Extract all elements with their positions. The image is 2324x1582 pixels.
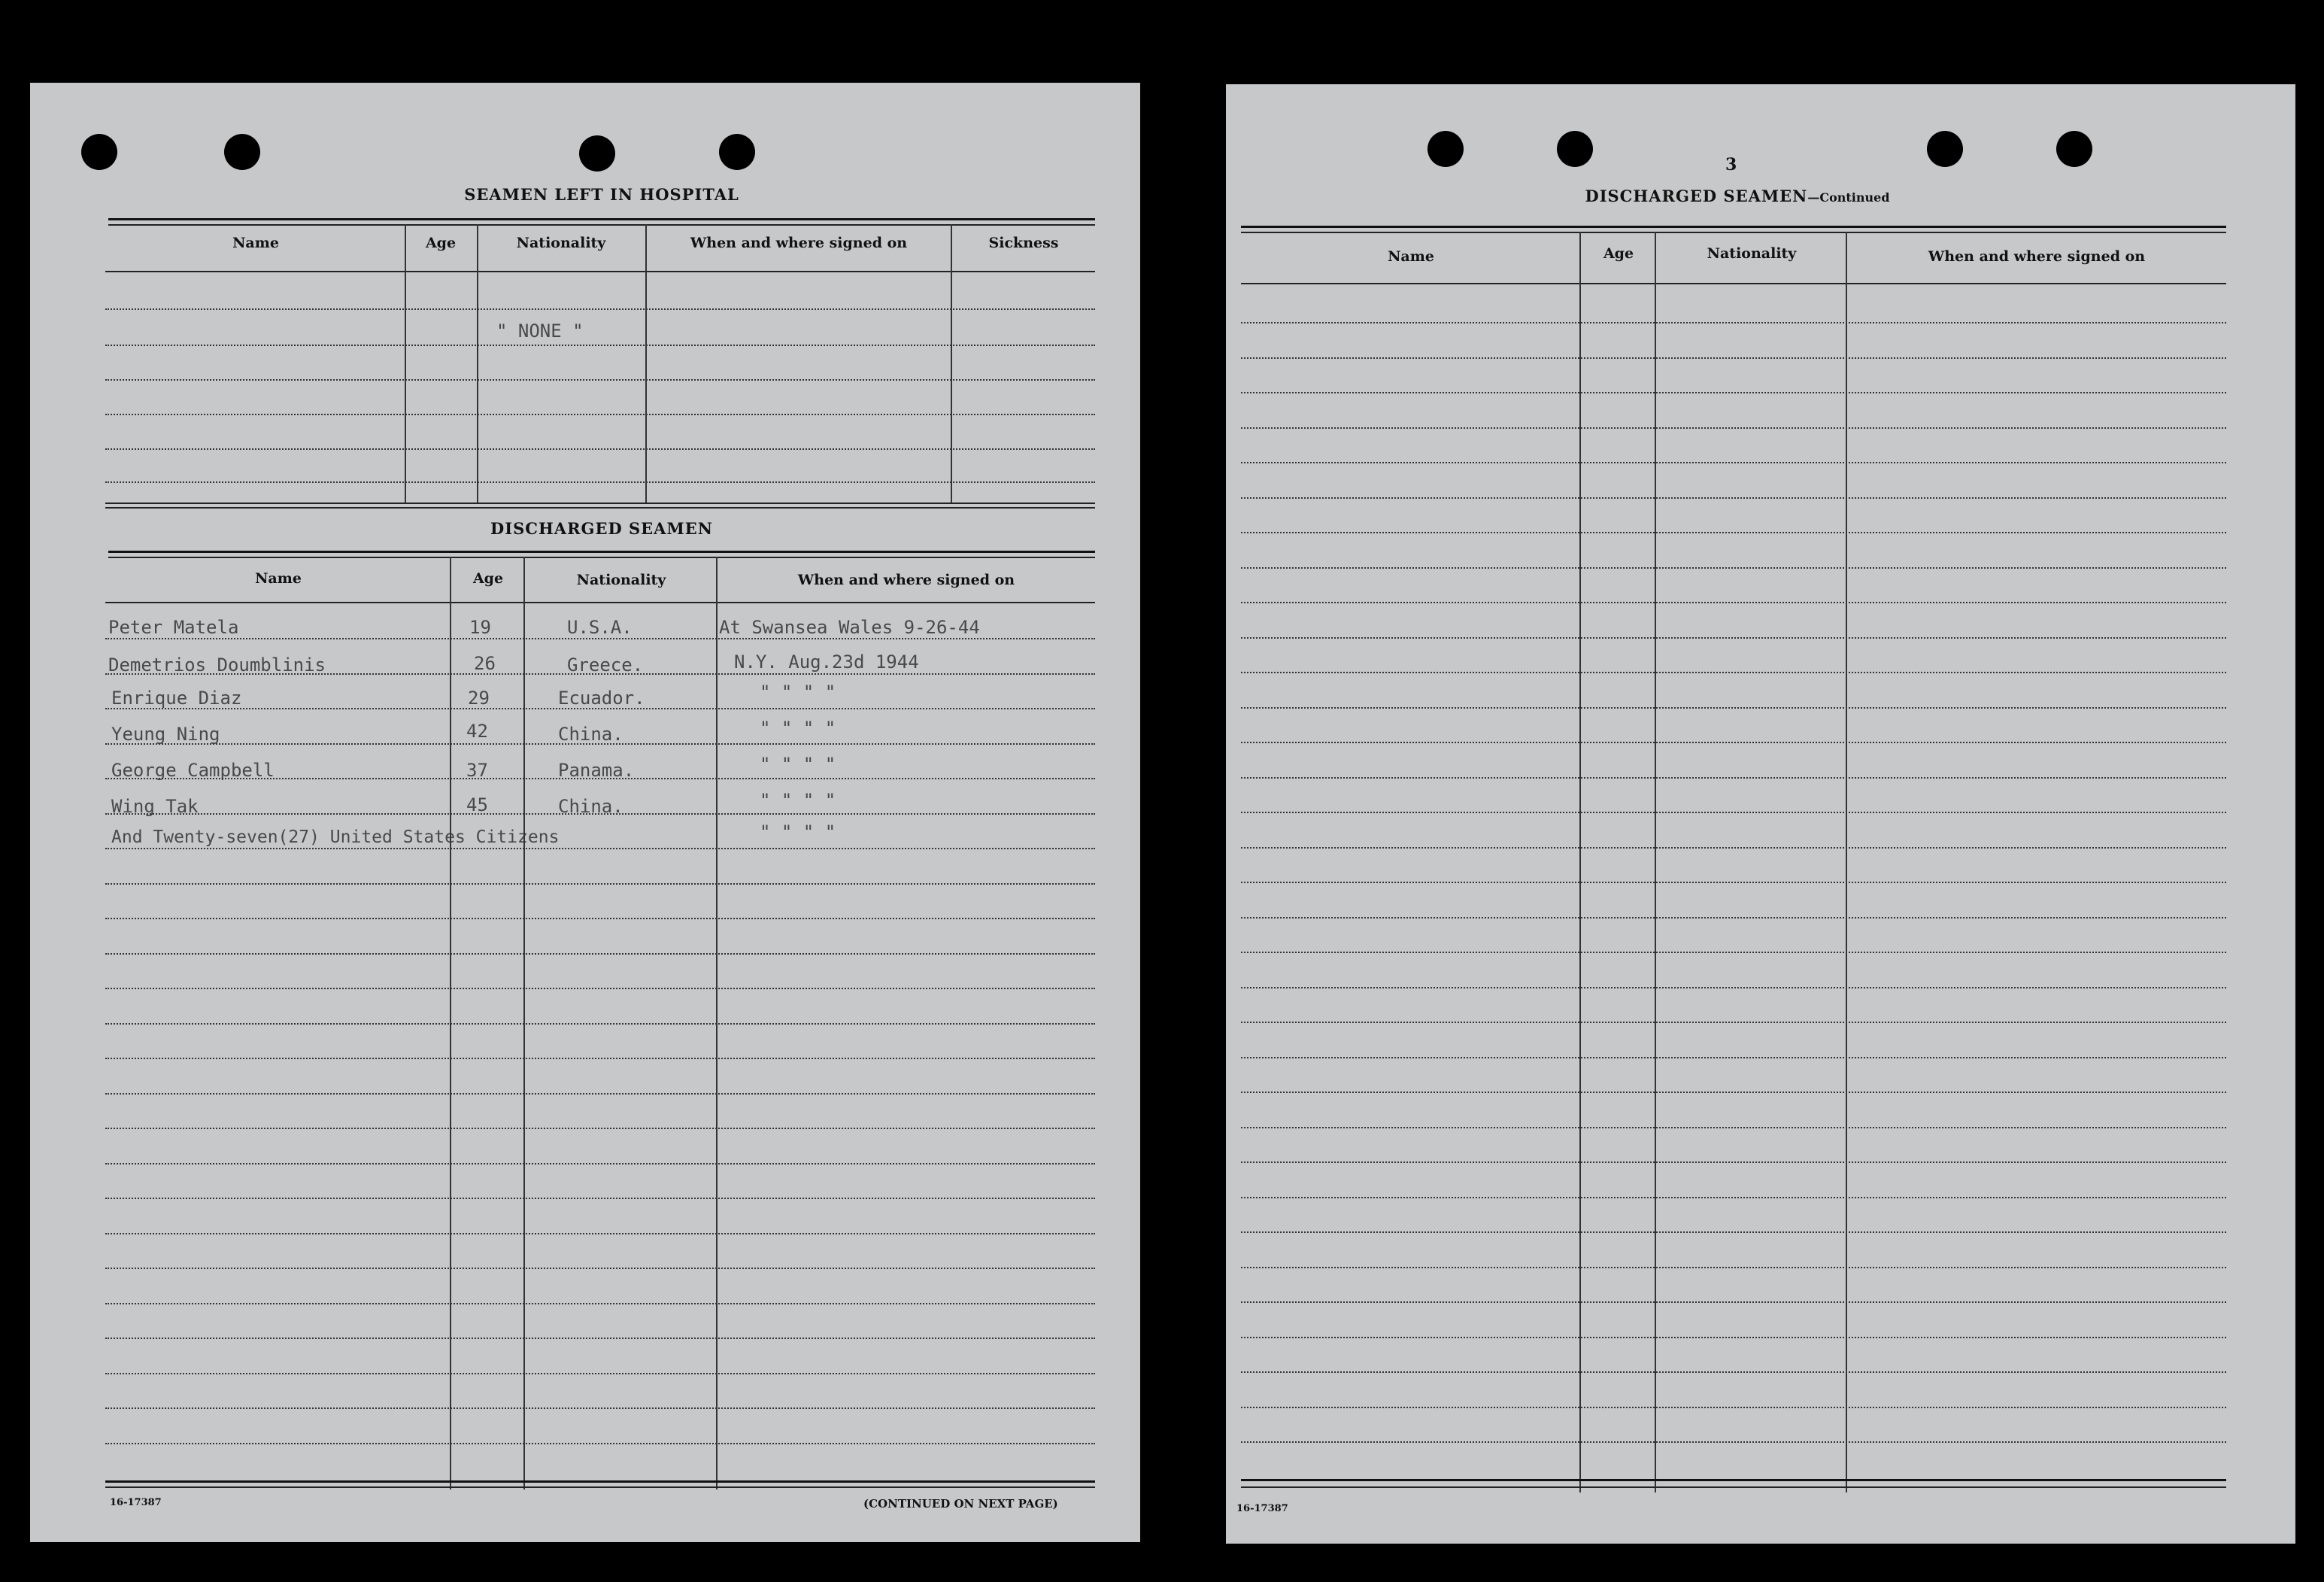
discharged-row-7-name: And Twenty-seven(27) United States Citizens	[111, 827, 560, 847]
table-rule	[1241, 357, 2226, 360]
hospital-col-nationality: Nationality	[516, 235, 606, 251]
right-page	[1226, 84, 2295, 1544]
table-rule	[105, 1407, 1095, 1410]
discharged-row-6-nationality: China.	[558, 796, 623, 817]
table-rule	[1241, 1337, 2226, 1339]
discharged-row-4-nationality: China.	[558, 724, 623, 745]
punch-hole	[579, 135, 615, 172]
right-title-main: DISCHARGED SEAMEN	[1585, 187, 1808, 205]
discharged-row-5-nationality: Panama.	[558, 760, 635, 781]
discharged-row-1-nationality: U.S.A.	[567, 617, 633, 638]
table-rule	[1241, 952, 2226, 954]
table-rule	[105, 1023, 1095, 1025]
right-col-nationality: Nationality	[1707, 245, 1797, 262]
table-rule	[1241, 1161, 2226, 1164]
table-rule	[1241, 742, 2226, 744]
hospital-col-name: Name	[232, 235, 279, 251]
discharged-row-2-nationality: Greece.	[567, 654, 644, 676]
punch-hole	[1927, 131, 1963, 167]
page-number: 3	[1725, 155, 1737, 175]
discharged-row-2-age: 26	[474, 653, 496, 674]
table-rule	[1241, 917, 2226, 919]
discharged-row-1-name: Peter Matela	[108, 617, 239, 638]
hospital-col-sickness: Sickness	[988, 235, 1059, 251]
discharged-col-nationality: Nationality	[576, 572, 666, 588]
table-rule	[1241, 1092, 2226, 1094]
table-rule	[105, 1373, 1095, 1375]
discharged-row-5-age: 37	[466, 760, 488, 781]
table-rule	[1241, 987, 2226, 989]
punch-hole	[719, 134, 755, 170]
hospital-col-age: Age	[425, 235, 457, 251]
discharged-row-6-age: 45	[466, 794, 488, 815]
punch-hole	[1427, 131, 1464, 167]
discharged-row-4-age: 42	[466, 721, 488, 742]
table-rule	[1241, 847, 2226, 849]
table-rule	[105, 953, 1095, 955]
table-rule	[1241, 1127, 2226, 1129]
table-rule	[105, 1128, 1095, 1130]
table-rule	[105, 1233, 1095, 1235]
table-rule	[1241, 427, 2226, 430]
discharged-col-age: Age	[472, 570, 504, 587]
discharged-row-6-signed: " " " "	[760, 790, 836, 811]
table-rule	[1241, 1197, 2226, 1199]
table-rule	[1241, 707, 2226, 709]
punch-hole	[81, 134, 117, 170]
table-rule	[1241, 1022, 2226, 1024]
table-rule	[1241, 497, 2226, 499]
table-rule	[105, 1093, 1095, 1095]
right-title-suffix: —Continued	[1807, 190, 1890, 205]
punch-hole	[2056, 131, 2092, 167]
table-rule	[105, 1198, 1095, 1200]
table-rule	[1241, 1057, 2226, 1059]
discharged-row-4-name: Yeung Ning	[111, 724, 220, 745]
right-col-age: Age	[1603, 245, 1634, 262]
discharged-row-3-signed: " " " "	[760, 682, 836, 703]
discharged-row-5-name: George Campbell	[111, 760, 275, 781]
table-rule	[1241, 322, 2226, 324]
table-rule	[105, 1163, 1095, 1165]
table-rule	[1241, 1441, 2226, 1444]
table-rule	[1241, 637, 2226, 639]
table-rule	[105, 1058, 1095, 1060]
table-rule	[1241, 1301, 2226, 1304]
table-rule	[105, 1443, 1095, 1445]
discharged-row-5-signed: " " " "	[760, 754, 836, 775]
right-col-name: Name	[1388, 248, 1434, 265]
table-rule	[1241, 1371, 2226, 1374]
table-rule	[105, 638, 1095, 640]
discharged-row-7-signed: " " " "	[760, 821, 836, 843]
table-rule	[105, 988, 1095, 990]
right-form-number: 16-17387	[1236, 1503, 1288, 1514]
table-rule	[1241, 602, 2226, 604]
table-rule	[1241, 1231, 2226, 1234]
table-rule	[1241, 1407, 2226, 1409]
hospital-title: SEAMEN LEFT IN HOSPITAL	[464, 185, 739, 204]
discharged-row-6-name: Wing Tak	[111, 796, 199, 817]
discharged-row-3-age: 29	[468, 688, 490, 709]
table-rule	[1241, 1267, 2226, 1269]
table-rule	[105, 918, 1095, 920]
punch-hole	[224, 134, 260, 170]
discharged-row-3-name: Enrique Diaz	[111, 688, 242, 709]
table-rule	[105, 848, 1095, 850]
left-form-number: 16-17387	[110, 1497, 162, 1508]
table-rule	[105, 1303, 1095, 1305]
discharged-row-3-nationality: Ecuador.	[558, 688, 645, 709]
table-rule	[105, 1268, 1095, 1270]
discharged-row-1-age: 19	[469, 617, 491, 638]
hospital-none-entry: " NONE "	[496, 320, 584, 342]
continued-note: (CONTINUED ON NEXT PAGE)	[863, 1497, 1058, 1511]
table-rule	[1241, 567, 2226, 569]
discharged-col-name: Name	[255, 570, 302, 587]
table-rule	[1241, 672, 2226, 674]
discharged-title: DISCHARGED SEAMEN	[490, 519, 713, 538]
table-rule	[1241, 812, 2226, 814]
discharged-row-4-signed: " " " "	[760, 718, 836, 739]
table-rule	[1241, 532, 2226, 534]
punch-hole	[1557, 131, 1593, 167]
table-rule	[105, 883, 1095, 885]
discharged-row-2-name: Demetrios Doumblinis	[108, 654, 326, 676]
table-rule	[1241, 882, 2226, 884]
discharged-row-2-signed: N.Y. Aug.23d 1944	[734, 651, 919, 673]
discharged-row-1-signed: At Swansea Wales 9-26-44	[719, 617, 980, 638]
table-rule	[1241, 462, 2226, 464]
right-title	[1549, 187, 1925, 205]
right-col-signed: When and where signed on	[1928, 248, 2146, 265]
table-rule	[105, 1338, 1095, 1340]
table-rule	[1241, 777, 2226, 779]
discharged-col-signed: When and where signed on	[797, 572, 1015, 588]
hospital-col-signed: When and where signed on	[690, 235, 908, 251]
table-rule	[1241, 392, 2226, 394]
